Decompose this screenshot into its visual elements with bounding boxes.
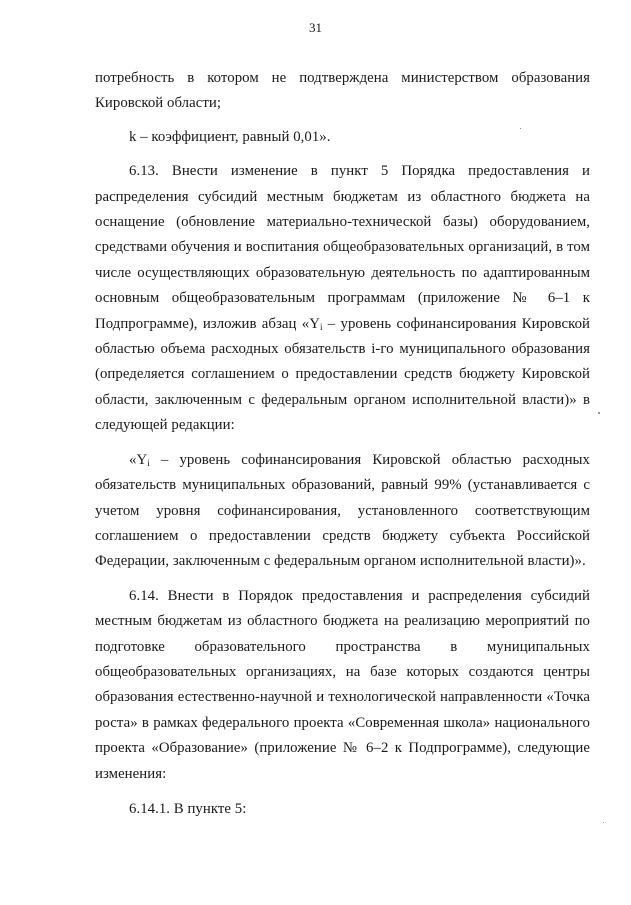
paragraph-6-13-tail: – уровень софинансирования Кировской областью объема расходных обязательств i-го муниципального образования (определяется соглашением о предоставлении средств бюджету Кировской области, заключенным с федеральным органом исполнительной власти)» в следующей редакции: [95,315,590,434]
paragraph-6-14: 6.14. Внести в Порядок предоставления и распределения субсидий местным бюджетам из областного бюджета на реализацию мероприятий по подготовке образовательного пространства в муниципальных общеобразовательных организациях, на базе которых создаются центры образования естественно-научной и технологической направленности «Точка роста» в рамках федерального проекта «Современная школа» национального проекта «Образование» (приложение № 6–2 к Подпрограмме), следующие изменения: [95,587,590,782]
scan-speck [598,412,600,414]
paragraph-coefficient: k – коэффициент, равный 0,01». [129,128,331,145]
subscript-i: i [147,457,150,468]
paragraph-6-14-1: 6.14.1. В пункте 5: [129,800,247,817]
paragraph-quoted-yi-tail: – уровень софинансирования Кировской областью расходных обязательств муниципальных образований, равный 99% (устанавливается с учетом уровня софинансирования, установленного соответствующим соглашением о предоставлении средств бюджету субъекта Российской Федерации, заключенным с федеральным органом исполнительной власти)». [95,451,590,570]
paragraph-continuation: потребность в котором не подтверждена министерством образования Кировской области; [95,70,590,112]
paragraph-quoted-yi [95,448,590,575]
paragraph-quoted-yi-head: «Y [129,451,148,468]
scan-speck [603,822,604,823]
page-number: 31 [309,20,322,35]
paragraph-6-13-head: 6.13. Внести изменение в пункт 5 Порядка предоставления и распределения субсидий местным бюджетам из областного бюджета на оснащение (обновление материально-технической базы) оборудованием, средствами обучения и воспитания общеобразовательных организаций, в том числе осуществляющих образовательную деятельность по адаптированным основным общеобразовательным программам (приложение № 6–1 к Подпрограмме), изложив абзац «Y [95,163,590,332]
document-body [95,66,590,830]
subscript-i: i [319,321,323,332]
paragraph-6-13 [95,159,590,438]
scan-speck [520,128,521,129]
